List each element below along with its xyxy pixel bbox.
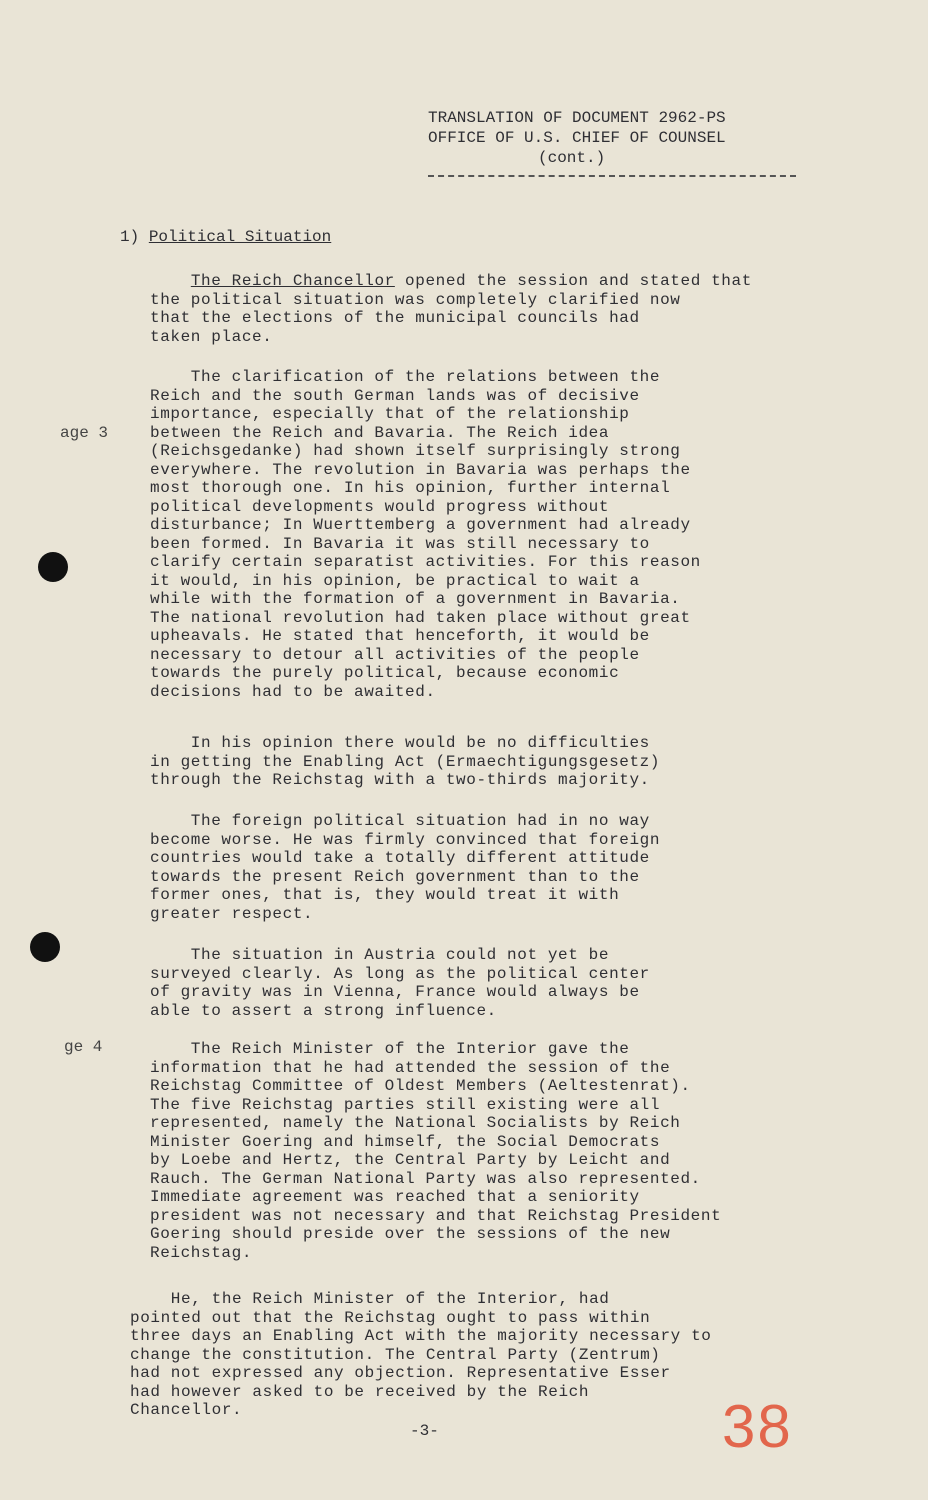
paragraph-5 (150, 946, 800, 1020)
paragraph-line: The national revolution had taken place without great (150, 608, 691, 627)
paragraph-2 (150, 368, 800, 701)
paragraph-line: greater respect. (150, 904, 314, 923)
paragraph-line: three days an Enabling Act with the majority necessary to (130, 1327, 712, 1345)
paragraph-line: decisions had to be awaited. (150, 682, 436, 701)
paragraph-line: able to assert a strong influence. (150, 1001, 497, 1020)
paragraph-line: most thorough one. In his opinion, further internal (150, 479, 671, 497)
paragraph-line: necessary to detour all activities of the people (150, 645, 640, 664)
paragraph-line: Rauch. The German National Party was also represented. (150, 1169, 701, 1188)
paragraph-line: The foreign political situation had in no way (150, 812, 650, 830)
paragraph-line: The five Reichstag parties still existing were all (150, 1095, 661, 1114)
lead-underlined: The Reich Chancellor (190, 272, 395, 290)
paragraph-line: countries would take a totally different attitude (150, 849, 650, 867)
header-cont: (cont.) (538, 149, 606, 167)
paragraph-line: former ones, that is, they would treat it with (150, 886, 620, 904)
paragraph-6 (150, 1040, 800, 1262)
paragraph-line: that the elections of the municipal councils had (150, 309, 640, 327)
paragraph-1 (150, 272, 800, 346)
paragraph-line: through the Reichstag with a two-thirds majority. (150, 771, 650, 789)
paragraph-line: between the Reich and Bavaria. The Reich idea (150, 423, 610, 442)
paragraph-line: The clarification of the relations between the (150, 368, 661, 386)
paragraph-line: towards the purely political, because economic (150, 664, 620, 682)
paragraph-line: everywhere. The revolution in Bavaria was perhaps the (150, 460, 691, 479)
paragraph-line: information that he had attended the session of the (150, 1058, 671, 1077)
paragraph-line: been formed. In Bavaria it was still necessary to (150, 534, 650, 553)
header-title: TRANSLATION OF DOCUMENT 2962-PS (428, 109, 726, 127)
margin-note-page-3: age 3 (60, 424, 109, 442)
punch-hole (38, 552, 68, 582)
paragraph-line: by Loebe and Hertz, the Central Party by Leicht and (150, 1151, 671, 1169)
paragraph-line: it would, in his opinion, be practical to wait a (150, 571, 640, 590)
paragraph-line: Goering should preside over the sessions of the new (150, 1225, 671, 1243)
paragraph-line: while with the formation of a government in Bavaria. (150, 590, 681, 608)
header-divider (428, 175, 796, 177)
margin-note-page-4: ge 4 (64, 1038, 103, 1056)
paragraph-line: Reichstag Committee of Oldest Members (Aeltestenrat). (150, 1077, 691, 1095)
paragraph-line: change the constitution. The Central Party (Zentrum) (130, 1345, 661, 1364)
paragraph-line: pointed out that the Reichstag ought to pass within (130, 1308, 651, 1327)
paragraph-line: disturbance; In Wuerttemberg a government had already (150, 516, 691, 534)
punch-hole (30, 932, 60, 962)
section-heading (120, 228, 331, 246)
paragraph-line: In his opinion there would be no difficulties (150, 734, 650, 752)
paragraph-line: taken place. (150, 327, 273, 346)
stamp-number: 38 (722, 1393, 793, 1460)
paragraph-line: Minister Goering and himself, the Social Democrats (150, 1132, 661, 1151)
paragraph-line: of gravity was in Vienna, France would always be (150, 983, 640, 1001)
paragraph-line: Immediate agreement was reached that a seniority (150, 1188, 640, 1206)
paragraph-4 (150, 812, 800, 923)
paragraph-line: The Reich Minister of the Interior gave the (150, 1040, 630, 1058)
section-title: Political Situation (148, 228, 332, 246)
section-number: 1) (120, 228, 140, 246)
paragraph-line: clarify certain separatist activities. For this reason (150, 553, 701, 571)
paragraph-line: the political situation was completely clarified now (150, 290, 681, 309)
paragraph-line: become worse. He was firmly convinced that foreign (150, 830, 661, 849)
paragraph-line: represented, namely the National Socialists by Reich (150, 1114, 681, 1132)
document-header (428, 108, 798, 168)
paragraph-line: Reichstag. (150, 1243, 253, 1262)
paragraph-line: opened the session and stated that (405, 272, 752, 290)
paragraph-line: in getting the Enabling Act (Ermaechtigungsgesetz) (150, 752, 661, 771)
paragraph-line: Reich and the south German lands was of decisive (150, 386, 640, 405)
paragraph-line: had however asked to be received by the Reich (130, 1382, 590, 1401)
paragraph-line: upheavals. He stated that henceforth, it would be (150, 627, 650, 645)
paragraph-line: importance, especially that of the relationship (150, 405, 630, 423)
paragraph-line: surveyed clearly. As long as the political center (150, 964, 650, 983)
paragraph-3 (150, 734, 800, 790)
paragraph-line: (Reichsgedanke) had shown itself surprisingly strong (150, 442, 681, 460)
header-office: OFFICE OF U.S. CHIEF OF COUNSEL (428, 129, 726, 147)
paragraph-line: The situation in Austria could not yet be (150, 946, 610, 964)
paragraph-line: He, the Reich Minister of the Interior, had (130, 1290, 610, 1308)
paragraph-line: president was not necessary and that Reichstag President (150, 1206, 722, 1225)
paragraph-7 (130, 1290, 820, 1420)
paragraph-line: political developments would progress without (150, 497, 610, 516)
paragraph-line: towards the present Reich government than to the (150, 867, 640, 886)
paragraph-line: had not expressed any objection. Representative Esser (130, 1364, 671, 1382)
page-number: -3- (410, 1422, 439, 1440)
paragraph-line: Chancellor. (130, 1401, 243, 1419)
